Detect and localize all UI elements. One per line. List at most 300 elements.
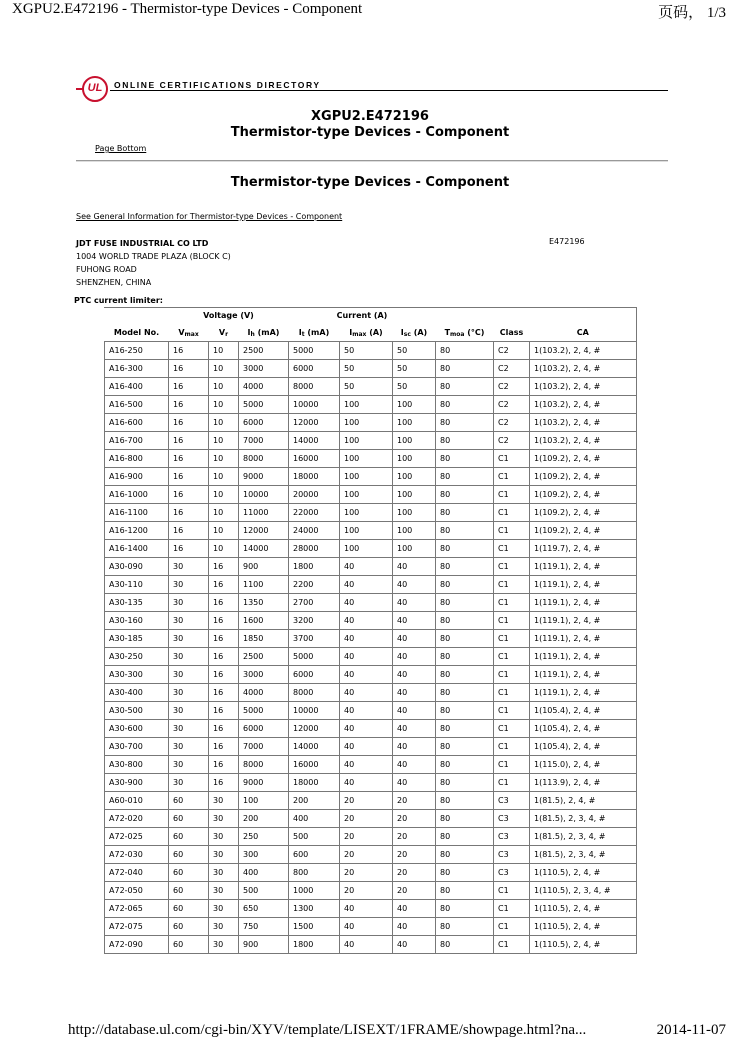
table-cell: 20 — [340, 810, 393, 828]
table-cell: A30-160 — [105, 612, 169, 630]
table-cell: A16-500 — [105, 396, 169, 414]
table-cell: C1 — [494, 522, 530, 540]
table-cell: C3 — [494, 828, 530, 846]
table-cell: A30-300 — [105, 666, 169, 684]
table-cell: 40 — [393, 612, 436, 630]
table-cell: 50 — [340, 378, 393, 396]
logo-rule-right — [110, 90, 668, 91]
table-cell: 80 — [436, 828, 494, 846]
table-cell: 1(119.1), 2, 4, # — [530, 558, 637, 576]
table-cell: 40 — [340, 774, 393, 792]
table-cell: 80 — [436, 900, 494, 918]
table-row — [105, 846, 637, 864]
table-cell: C1 — [494, 648, 530, 666]
table-cell: A72-020 — [105, 810, 169, 828]
table-cell: 40 — [393, 720, 436, 738]
table-cell: 1350 — [239, 594, 289, 612]
table-cell: 10000 — [289, 702, 340, 720]
print-footer — [68, 1022, 726, 1042]
table-cell: C1 — [494, 612, 530, 630]
table-cell: 800 — [289, 864, 340, 882]
table-cell: 40 — [393, 936, 436, 954]
table-cell: 24000 — [289, 522, 340, 540]
table-cell: 400 — [239, 864, 289, 882]
col-vr: $V_r$ — [209, 324, 239, 342]
table-cell: 16 — [169, 468, 209, 486]
table-cell: C2 — [494, 342, 530, 360]
table-cell: 400 — [289, 810, 340, 828]
table-cell: A16-900 — [105, 468, 169, 486]
col-tmoa: $T_{moa}$ (°C) — [436, 324, 494, 342]
table-cell: 16 — [169, 360, 209, 378]
table-cell: 50 — [393, 342, 436, 360]
table-cell: 16 — [209, 648, 239, 666]
table-cell: A16-600 — [105, 414, 169, 432]
col-isc: $I_{sc}$ (A) — [393, 324, 436, 342]
table-cell: 100 — [340, 540, 393, 558]
table-cell: 20 — [393, 882, 436, 900]
table-cell: 30 — [209, 828, 239, 846]
table-cell: 10 — [209, 468, 239, 486]
table-cell: 16 — [209, 576, 239, 594]
table-cell: A30-185 — [105, 630, 169, 648]
table-cell: C1 — [494, 468, 530, 486]
table-cell: 60 — [169, 900, 209, 918]
table-cell: 8000 — [239, 756, 289, 774]
table-cell: 80 — [436, 486, 494, 504]
page-bottom-link[interactable]: Page Bottom — [95, 144, 147, 153]
table-cell: 1800 — [289, 936, 340, 954]
table-cell: 80 — [436, 792, 494, 810]
table-cell: 80 — [436, 684, 494, 702]
table-row — [105, 702, 637, 720]
table-cell: 60 — [169, 828, 209, 846]
table-cell: C1 — [494, 486, 530, 504]
table-cell: 40 — [340, 936, 393, 954]
table-cell: 1(110.5), 2, 4, # — [530, 900, 637, 918]
table-cell: 40 — [393, 918, 436, 936]
table-cell: 1(105.4), 2, 4, # — [530, 738, 637, 756]
table-cell: 1(103.2), 2, 4, # — [530, 432, 637, 450]
table-cell: C1 — [494, 738, 530, 756]
table-cell: 500 — [239, 882, 289, 900]
table-cell: 1(109.2), 2, 4, # — [530, 522, 637, 540]
table-cell: 900 — [239, 936, 289, 954]
table-cell: 3000 — [239, 666, 289, 684]
table-row — [105, 576, 637, 594]
table-cell: C1 — [494, 450, 530, 468]
table-row — [105, 918, 637, 936]
table-cell: C1 — [494, 918, 530, 936]
table-cell: A16-700 — [105, 432, 169, 450]
table-cell: 1800 — [289, 558, 340, 576]
table-row — [105, 612, 637, 630]
table-row — [105, 792, 637, 810]
table-cell: 30 — [169, 702, 209, 720]
table-cell: 1(110.5), 2, 3, 4, # — [530, 882, 637, 900]
table-cell: 10 — [209, 540, 239, 558]
table-cell: 80 — [436, 846, 494, 864]
table-cell: 40 — [340, 630, 393, 648]
table-cell: 80 — [436, 450, 494, 468]
table-cell: 500 — [289, 828, 340, 846]
table-row — [105, 540, 637, 558]
table-cell: 60 — [169, 846, 209, 864]
table-cell: C3 — [494, 810, 530, 828]
table-cell: 1(81.5), 2, 3, 4, # — [530, 810, 637, 828]
table-cell: 16 — [209, 756, 239, 774]
table-row — [105, 756, 637, 774]
table-cell: 5000 — [289, 648, 340, 666]
table-cell: 10000 — [289, 396, 340, 414]
table-cell: C3 — [494, 846, 530, 864]
table-cell: 5000 — [239, 702, 289, 720]
col-class: Class — [494, 324, 530, 342]
table-row — [105, 810, 637, 828]
directory-title: ONLINE CERTIFICATIONS DIRECTORY — [114, 80, 321, 90]
table-cell: A30-250 — [105, 648, 169, 666]
table-cell: 1000 — [289, 882, 340, 900]
table-cell: 30 — [169, 594, 209, 612]
table-cell: 40 — [393, 900, 436, 918]
table-cell: 1(103.2), 2, 4, # — [530, 396, 637, 414]
table-cell: 10000 — [239, 486, 289, 504]
table-cell: C1 — [494, 576, 530, 594]
table-cell: 650 — [239, 900, 289, 918]
table-cell: 20 — [340, 882, 393, 900]
table-cell: 16 — [209, 774, 239, 792]
table-cell: 9000 — [239, 774, 289, 792]
table-row — [105, 900, 637, 918]
table-cell: 16 — [209, 702, 239, 720]
table-cell: 50 — [393, 378, 436, 396]
table-cell: 50 — [340, 360, 393, 378]
table-cell: 30 — [169, 630, 209, 648]
table-cell: 5000 — [289, 342, 340, 360]
group-blank — [494, 307, 530, 324]
table-row — [105, 594, 637, 612]
table-cell: 80 — [436, 864, 494, 882]
table-cell: 40 — [340, 900, 393, 918]
table-cell: 16 — [209, 630, 239, 648]
table-cell: 30 — [169, 774, 209, 792]
table-cell: 100 — [393, 432, 436, 450]
table-cell: A72-025 — [105, 828, 169, 846]
company-address-line: FUHONG ROAD — [76, 265, 137, 274]
table-cell: 1(81.5), 2, 3, 4, # — [530, 828, 637, 846]
table-cell: 16000 — [289, 756, 340, 774]
col-it: $I_t$ (mA) — [289, 324, 340, 342]
table-cell: 40 — [393, 684, 436, 702]
table-cell: 40 — [340, 612, 393, 630]
table-cell: 16 — [209, 666, 239, 684]
table-cell: 100 — [393, 468, 436, 486]
table-cell: 40 — [393, 774, 436, 792]
table-cell: C1 — [494, 882, 530, 900]
table-cell: 14000 — [289, 738, 340, 756]
table-cell: 40 — [340, 702, 393, 720]
table-cell: 10 — [209, 486, 239, 504]
table-cell: 600 — [289, 846, 340, 864]
table-cell: 10 — [209, 504, 239, 522]
ul-logo-text: UL — [87, 82, 103, 94]
table-cell: 20 — [393, 864, 436, 882]
group-blank — [436, 307, 494, 324]
table-cell: 10 — [209, 432, 239, 450]
table-row — [105, 450, 637, 468]
table-cell: 16 — [209, 720, 239, 738]
table-cell: A30-400 — [105, 684, 169, 702]
table-cell: 20 — [340, 792, 393, 810]
table-cell: 40 — [340, 576, 393, 594]
section-title: Thermistor-type Devices - Component — [230, 175, 510, 190]
table-cell: 100 — [393, 396, 436, 414]
table-cell: 80 — [436, 522, 494, 540]
table-cell: 60 — [169, 864, 209, 882]
table-cell: 10 — [209, 360, 239, 378]
table-cell: 30 — [169, 558, 209, 576]
table-cell: 40 — [340, 684, 393, 702]
table-cell: 1(105.4), 2, 4, # — [530, 720, 637, 738]
table-cell: 100 — [393, 450, 436, 468]
table-row — [105, 630, 637, 648]
table-cell: 30 — [209, 900, 239, 918]
table-cell: 6000 — [289, 360, 340, 378]
table-cell: A16-1100 — [105, 504, 169, 522]
table-cell: 28000 — [289, 540, 340, 558]
table-cell: 30 — [169, 576, 209, 594]
table-cell: 16 — [169, 450, 209, 468]
table-cell: 1(110.5), 2, 4, # — [530, 936, 637, 954]
table-cell: 80 — [436, 468, 494, 486]
table-row — [105, 684, 637, 702]
table-cell: 16 — [169, 414, 209, 432]
file-number: E472196 — [549, 237, 585, 246]
group-blank — [105, 307, 169, 324]
table-group-header-row — [105, 307, 637, 324]
table-cell: 80 — [436, 576, 494, 594]
table-cell: 18000 — [289, 468, 340, 486]
table-cell: 10 — [209, 342, 239, 360]
table-cell: 1(119.1), 2, 4, # — [530, 666, 637, 684]
table-cell: 1(109.2), 2, 4, # — [530, 468, 637, 486]
table-cell: 80 — [436, 918, 494, 936]
table-cell: 30 — [169, 666, 209, 684]
col-model: Model No. — [105, 324, 169, 342]
table-cell: 1(119.1), 2, 4, # — [530, 576, 637, 594]
table-cell: A16-1000 — [105, 486, 169, 504]
table-row — [105, 342, 637, 360]
table-cell: A30-600 — [105, 720, 169, 738]
table-cell: 100 — [393, 540, 436, 558]
table-cell: 60 — [169, 936, 209, 954]
table-cell: C1 — [494, 756, 530, 774]
table-cell: 200 — [239, 810, 289, 828]
table-cell: 40 — [393, 594, 436, 612]
table-cell: 16 — [209, 594, 239, 612]
table-cell: 1(103.2), 2, 4, # — [530, 360, 637, 378]
table-cell: C1 — [494, 504, 530, 522]
table-cell: 16 — [169, 522, 209, 540]
table-cell: 10 — [209, 396, 239, 414]
table-cell: 100 — [340, 414, 393, 432]
col-imax: $I_{max}$ (A) — [340, 324, 393, 342]
table-cell: C2 — [494, 396, 530, 414]
table-cell: 2200 — [289, 576, 340, 594]
ratings-table — [104, 307, 637, 954]
table-row — [105, 504, 637, 522]
table-cell: A72-040 — [105, 864, 169, 882]
table-cell: 100 — [340, 432, 393, 450]
table-cell: 40 — [393, 648, 436, 666]
table-cell: 40 — [340, 720, 393, 738]
company-block — [76, 237, 231, 289]
table-cell: A30-110 — [105, 576, 169, 594]
table-cell: 16 — [169, 432, 209, 450]
table-cell: 50 — [340, 342, 393, 360]
table-cell: 80 — [436, 630, 494, 648]
table-cell: C1 — [494, 936, 530, 954]
print-header-page: 页码， 1/3 — [658, 5, 726, 21]
table-cell: 80 — [436, 414, 494, 432]
table-cell: 3000 — [239, 360, 289, 378]
table-cell: 80 — [436, 702, 494, 720]
table-cell: 40 — [393, 630, 436, 648]
table-row — [105, 738, 637, 756]
table-row — [105, 936, 637, 954]
table-cell: 80 — [436, 432, 494, 450]
table-cell: 80 — [436, 504, 494, 522]
table-cell: 16 — [209, 738, 239, 756]
table-cell: 16 — [209, 612, 239, 630]
table-cell: 10 — [209, 414, 239, 432]
table-cell: 1(115.0), 2, 4, # — [530, 756, 637, 774]
table-cell: A30-135 — [105, 594, 169, 612]
table-cell: A72-090 — [105, 936, 169, 954]
table-cell: 1500 — [289, 918, 340, 936]
table-cell: 80 — [436, 540, 494, 558]
table-cell: 10 — [209, 378, 239, 396]
table-cell: A16-1200 — [105, 522, 169, 540]
table-cell: 1(81.5), 2, 4, # — [530, 792, 637, 810]
table-cell: C1 — [494, 630, 530, 648]
table-cell: 100 — [393, 414, 436, 432]
table-row — [105, 774, 637, 792]
table-cell: 6000 — [239, 414, 289, 432]
table-cell: 10 — [209, 522, 239, 540]
table-cell: 100 — [340, 396, 393, 414]
table-cell: 80 — [436, 378, 494, 396]
table-cell: 30 — [169, 612, 209, 630]
col-ih: $I_h$ (mA) — [239, 324, 289, 342]
table-cell: 8000 — [239, 450, 289, 468]
table-cell: 100 — [340, 450, 393, 468]
table-cell: C1 — [494, 594, 530, 612]
table-cell: 2500 — [239, 648, 289, 666]
table-cell: C1 — [494, 558, 530, 576]
table-cell: 40 — [340, 594, 393, 612]
general-info-link[interactable]: See General Information for Thermistor-type Devices - Component — [76, 212, 343, 221]
table-cell: 1(119.7), 2, 4, # — [530, 540, 637, 558]
table-cell: A30-500 — [105, 702, 169, 720]
table-cell: 100 — [393, 504, 436, 522]
table-cell: 3700 — [289, 630, 340, 648]
table-header-row — [105, 324, 637, 342]
table-cell: A16-800 — [105, 450, 169, 468]
table-cell: C2 — [494, 378, 530, 396]
table-cell: C1 — [494, 684, 530, 702]
table-cell: 80 — [436, 810, 494, 828]
table-cell: A30-090 — [105, 558, 169, 576]
table-cell: 30 — [209, 882, 239, 900]
table-cell: 3200 — [289, 612, 340, 630]
table-cell: 4000 — [239, 684, 289, 702]
table-cell: 1(119.1), 2, 4, # — [530, 612, 637, 630]
table-row — [105, 522, 637, 540]
table-cell: 100 — [340, 522, 393, 540]
table-cell: C1 — [494, 900, 530, 918]
table-cell: C3 — [494, 864, 530, 882]
table-cell: C2 — [494, 414, 530, 432]
table-cell: 12000 — [289, 414, 340, 432]
table-cell: 1(109.2), 2, 4, # — [530, 504, 637, 522]
table-cell: 9000 — [239, 468, 289, 486]
table-cell: 16 — [209, 684, 239, 702]
table-cell: A72-030 — [105, 846, 169, 864]
table-cell: 30 — [169, 684, 209, 702]
print-header — [12, 0, 726, 22]
table-cell: 16 — [169, 540, 209, 558]
table-cell: 40 — [340, 558, 393, 576]
table-cell: C1 — [494, 540, 530, 558]
table-cell: 12000 — [239, 522, 289, 540]
table-cell: 6000 — [289, 666, 340, 684]
table-row — [105, 864, 637, 882]
table-row — [105, 828, 637, 846]
table-cell: 80 — [436, 882, 494, 900]
table-cell: A30-700 — [105, 738, 169, 756]
table-cell: 1(119.1), 2, 4, # — [530, 648, 637, 666]
col-ca: CA — [530, 324, 637, 342]
table-cell: 1(81.5), 2, 3, 4, # — [530, 846, 637, 864]
table-cell: 16 — [169, 342, 209, 360]
doc-title-name: Thermistor-type Devices - Component — [230, 125, 510, 140]
table-cell: 16 — [169, 396, 209, 414]
table-cell: 4000 — [239, 378, 289, 396]
table-row — [105, 468, 637, 486]
table-cell: 1(110.5), 2, 4, # — [530, 918, 637, 936]
table-cell: 30 — [209, 846, 239, 864]
table-cell: 80 — [436, 756, 494, 774]
group-voltage: Voltage (V) — [203, 311, 254, 320]
table-cell: 30 — [209, 918, 239, 936]
table-cell: 30 — [209, 864, 239, 882]
table-row — [105, 666, 637, 684]
table-cell: 16000 — [289, 450, 340, 468]
table-cell: C1 — [494, 720, 530, 738]
table-cell: 900 — [239, 558, 289, 576]
table-cell: 1(110.5), 2, 4, # — [530, 864, 637, 882]
table-cell: 40 — [340, 756, 393, 774]
table-cell: C3 — [494, 792, 530, 810]
table-row — [105, 378, 637, 396]
table-cell: 14000 — [239, 540, 289, 558]
table-cell: C1 — [494, 702, 530, 720]
group-current: Current (A) — [336, 311, 388, 320]
table-cell: C1 — [494, 774, 530, 792]
table-cell: 20000 — [289, 486, 340, 504]
table-cell: 7000 — [239, 738, 289, 756]
